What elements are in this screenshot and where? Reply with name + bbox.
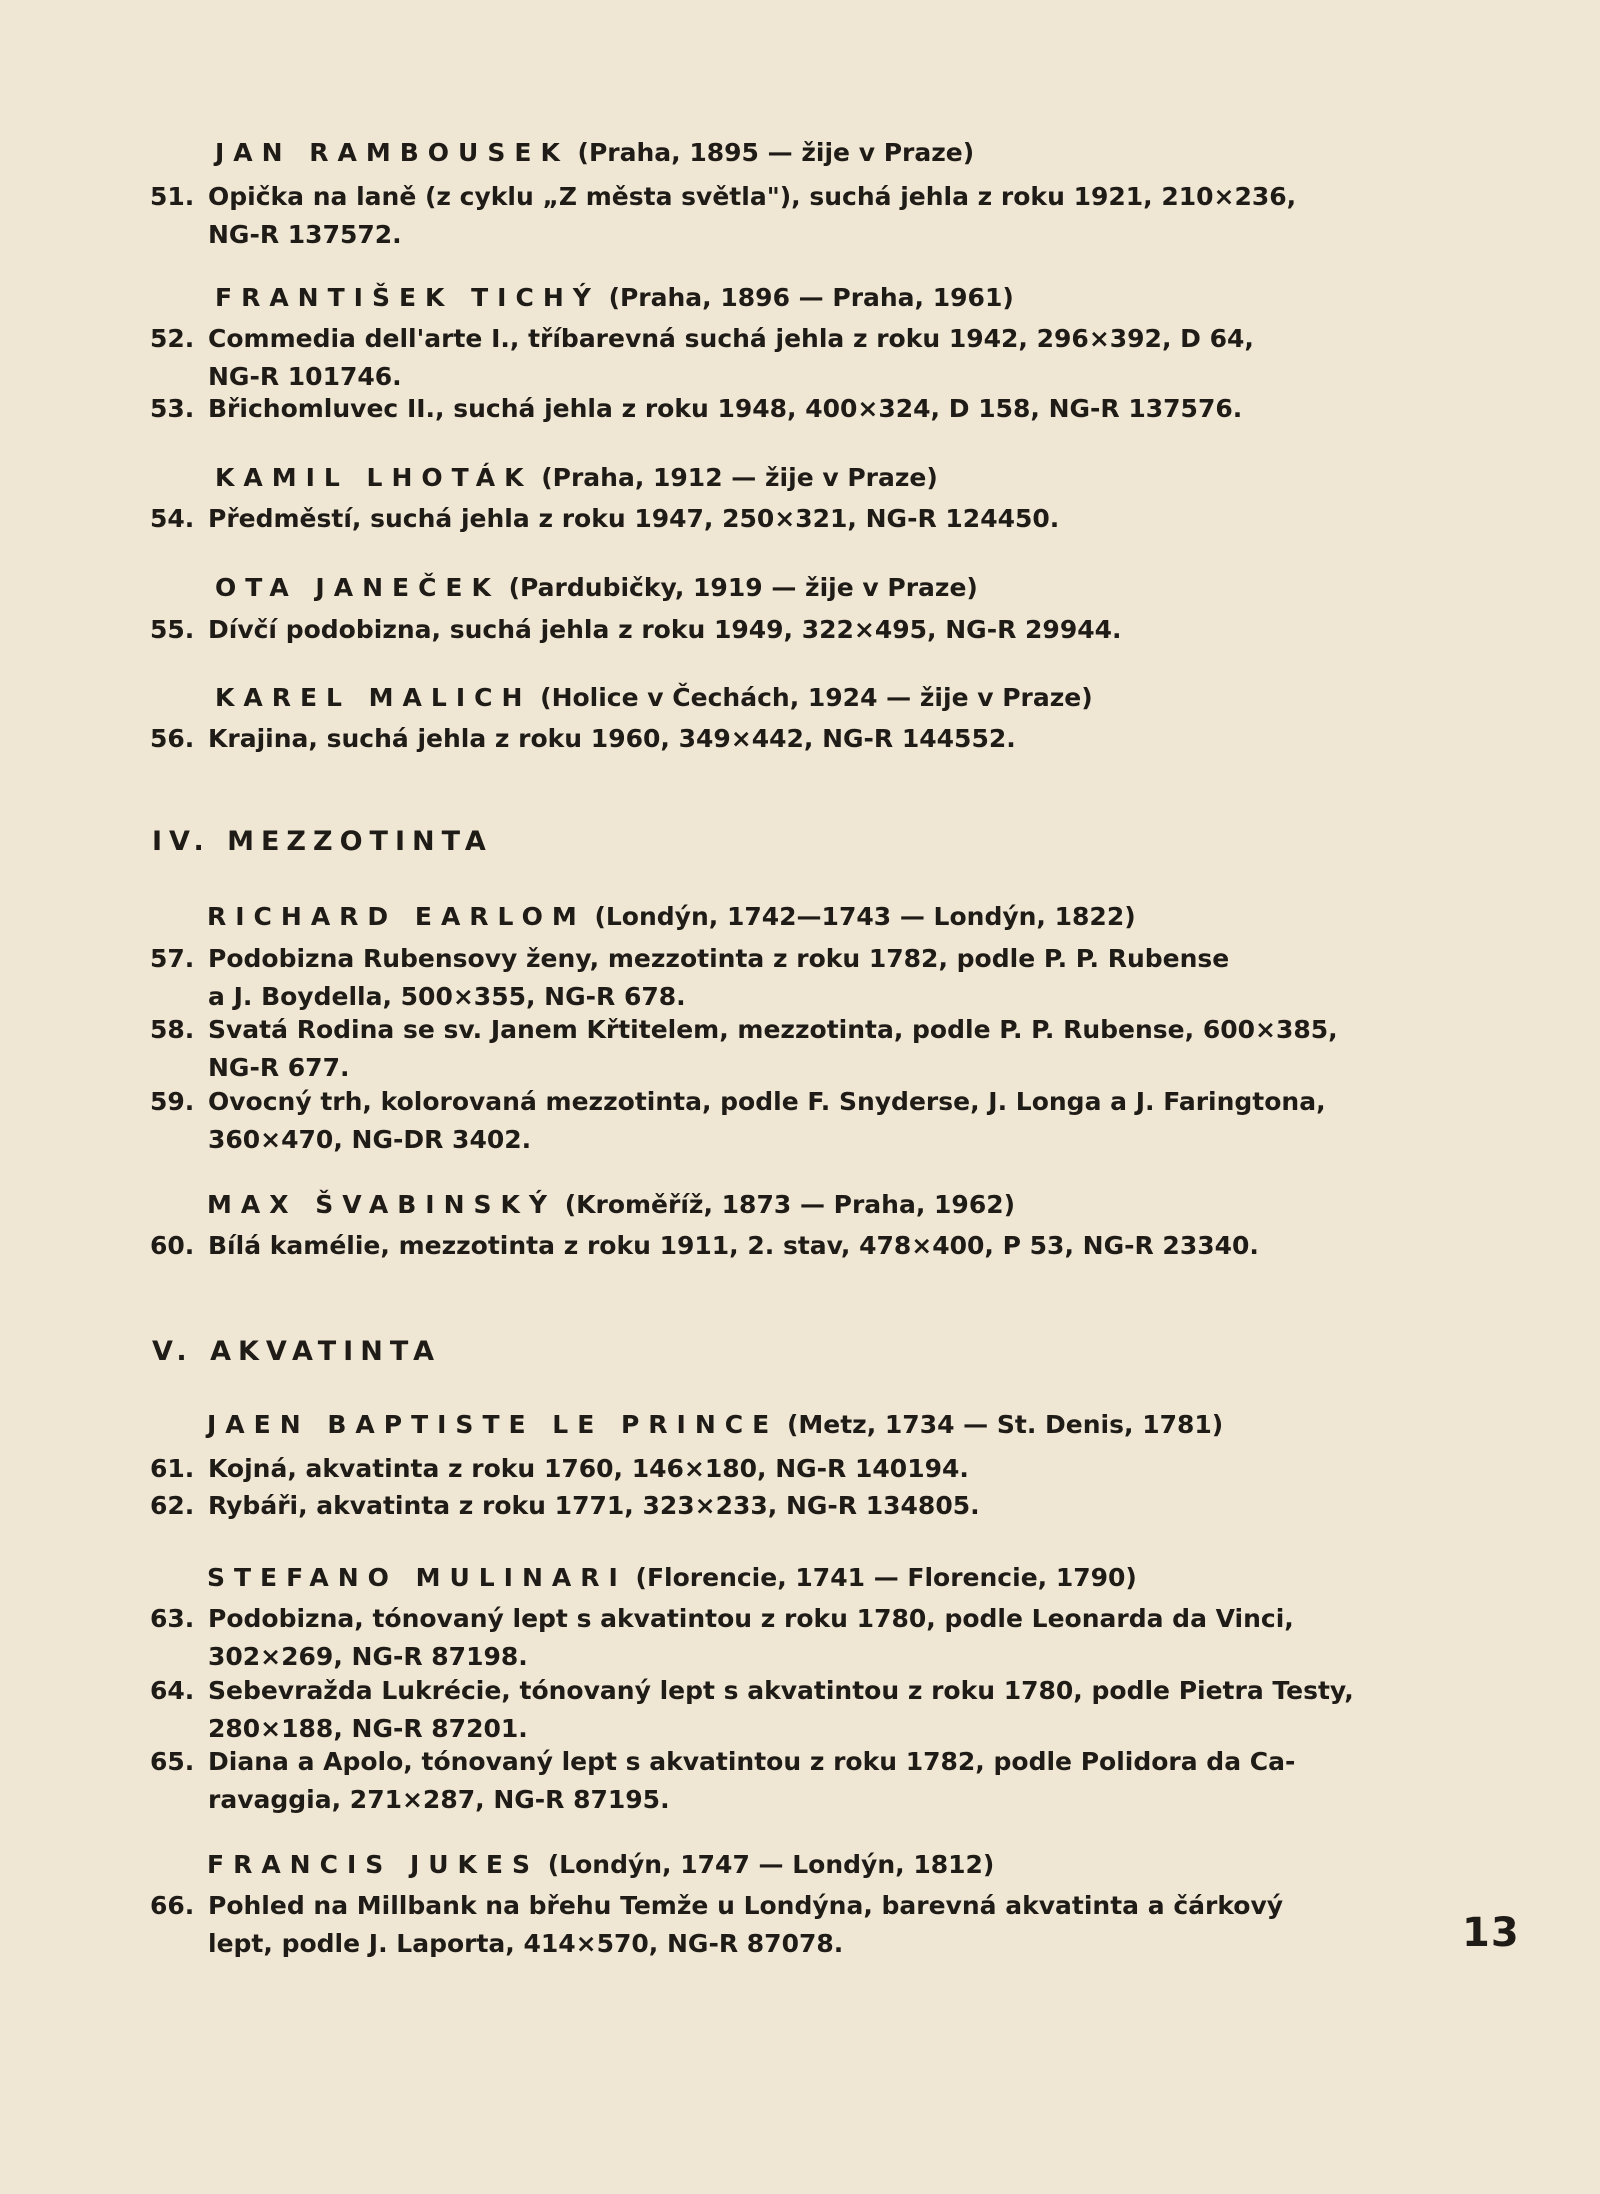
entry-number: 62. [150,1491,195,1520]
entry-number: 53. [150,394,195,423]
page-number: 13 [1462,1910,1520,1956]
entry-line: 302×269, NG-R 87198. [208,1642,528,1671]
artist-heading [207,1190,1015,1219]
entry-line: 360×470, NG-DR 3402. [208,1125,532,1154]
artist-dates: (Holice v Čechách, 1924 — žije v Praze) [540,683,1093,712]
artist-name: JAN RAMBOUSEK [215,138,569,167]
entry-number: 55. [150,615,195,644]
entry-line: Podobizna, tónovaný lept s akvatintou z roku 1780, podle Leonarda da Vinci, [208,1604,1294,1633]
artist-heading [207,902,1136,931]
artist-dates: (Metz, 1734 — St. Denis, 1781) [786,1410,1224,1439]
artist-heading [215,138,974,167]
entry-line: a J. Boydella, 500×355, NG-R 678. [208,982,686,1011]
artist-heading [207,1563,1137,1592]
entry-line: Předměstí, suchá jehla z roku 1947, 250×321, NG-R 124450. [208,504,1060,533]
entry-line: Bílá kamélie, mezzotinta z roku 1911, 2. stav, 478×400, P 53, NG-R 23340. [208,1231,1259,1260]
entry-number: 56. [150,724,195,753]
artist-name: MAX ŠVABINSKÝ [207,1190,556,1219]
entry-number: 64. [150,1676,195,1705]
entry-number: 59. [150,1087,195,1116]
entry-line: NG-R 677. [208,1053,350,1082]
artist-name: JAEN BAPTISTE LE PRINCE [207,1410,779,1439]
entry-number: 57. [150,944,195,973]
artist-heading [215,573,978,602]
artist-dates: (Londýn, 1742—1743 — Londýn, 1822) [594,902,1136,931]
entry-number: 60. [150,1231,195,1260]
entry-line: Sebevražda Lukrécie, tónovaný lept s akvatintou z roku 1780, podle Pietra Testy, [208,1676,1354,1705]
artist-heading [215,463,938,492]
entry-number: 54. [150,504,195,533]
artist-heading [207,1850,994,1879]
artist-heading [215,283,1014,312]
artist-dates: (Londýn, 1747 — Londýn, 1812) [547,1850,995,1879]
entry-line: 280×188, NG-R 87201. [208,1714,528,1743]
entry-line: Rybáři, akvatinta z roku 1771, 323×233, NG-R 134805. [208,1491,980,1520]
entry-line: Břichomluvec II., suchá jehla z roku 1948, 400×324, D 158, NG-R 137576. [208,394,1243,423]
entry-line: Commedia dell'arte I., tříbarevná suchá jehla z roku 1942, 296×392, D 64, [208,324,1254,353]
artist-name: FRANCIS JUKES [207,1850,540,1879]
entry-line: Diana a Apolo, tónovaný lept s akvatintou z roku 1782, podle Polidora da Ca- [208,1747,1296,1776]
artist-dates: (Praha, 1896 — Praha, 1961) [608,283,1014,312]
artist-heading [215,683,1093,712]
artist-heading [207,1410,1223,1439]
entry-line: NG-R 137572. [208,220,402,249]
entry-number: 65. [150,1747,195,1776]
artist-dates: (Praha, 1895 — žije v Praze) [577,138,975,167]
entry-number: 61. [150,1454,195,1483]
artist-name: RICHARD EARLOM [207,902,586,931]
entry-number: 63. [150,1604,195,1633]
entry-line: Krajina, suchá jehla z roku 1960, 349×442, NG-R 144552. [208,724,1016,753]
entry-line: Svatá Rodina se sv. Janem Křtitelem, mezzotinta, podle P. P. Rubense, 600×385, [208,1015,1338,1044]
entry-line: Podobizna Rubensovy ženy, mezzotinta z roku 1782, podle P. P. Rubense [208,944,1230,973]
artist-name: STEFANO MULINARI [207,1563,627,1592]
entry-line: Kojná, akvatinta z roku 1760, 146×180, NG-R 140194. [208,1454,969,1483]
entry-line: Opička na laně (z cyklu „Z města světla"), suchá jehla z roku 1921, 210×236, [208,182,1297,211]
entry-line: Dívčí podobizna, suchá jehla z roku 1949, 322×495, NG-R 29944. [208,615,1122,644]
artist-name: OTA JANEČEK [215,573,500,602]
artist-name: FRANTIŠEK TICHÝ [215,283,600,312]
artist-dates: (Praha, 1912 — žije v Praze) [541,463,938,492]
entry-number: 58. [150,1015,195,1044]
artist-dates: (Pardubičky, 1919 — žije v Praze) [508,573,978,602]
entry-line: lept, podle J. Laporta, 414×570, NG-R 87078. [208,1929,844,1958]
entry-number: 66. [150,1891,195,1920]
artist-dates: (Kroměříž, 1873 — Praha, 1962) [564,1190,1016,1219]
section-heading: V. AKVATINTA [152,1336,442,1367]
entry-line: Ovocný trh, kolorovaná mezzotinta, podle F. Snyderse, J. Longa a J. Faringtona, [208,1087,1326,1116]
artist-dates: (Florencie, 1741 — Florencie, 1790) [635,1563,1137,1592]
artist-name: KAREL MALICH [215,683,532,712]
section-heading: IV. MEZZOTINTA [152,826,493,857]
entry-line: ravaggia, 271×287, NG-R 87195. [208,1785,670,1814]
entry-number: 52. [150,324,195,353]
entry-line: NG-R 101746. [208,362,402,391]
entry-line: Pohled na Millbank na břehu Temže u Londýna, barevná akvatinta a čárkový [208,1891,1284,1920]
entry-number: 51. [150,182,195,211]
artist-name: KAMIL LHOTÁK [215,463,533,492]
